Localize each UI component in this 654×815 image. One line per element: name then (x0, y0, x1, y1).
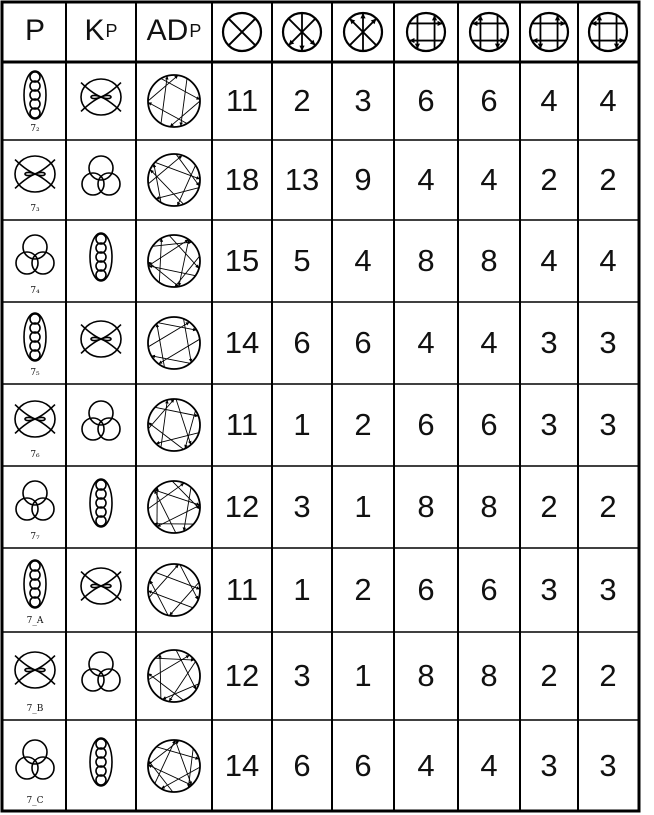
table-cell-value: 4 (417, 162, 435, 197)
table-cell-value: 4 (599, 243, 617, 278)
table-cell-value: 18 (224, 162, 260, 197)
table-cell-value: 3 (293, 658, 311, 693)
header-kp-sub: P (105, 20, 118, 41)
table-cell-value: 3 (599, 407, 617, 442)
table-cell-value: 12 (224, 489, 260, 524)
knot-diagram-p-icon (16, 481, 54, 520)
header-kp (66, 0, 136, 62)
table-cell-value: 1 (354, 658, 372, 693)
table-cell-value: 6 (293, 325, 311, 360)
knot-diagram-kp-icon (82, 156, 120, 195)
table-cell-value: 11 (225, 83, 259, 118)
table-cell-value: 3 (354, 83, 372, 118)
table-cell-value: 11 (225, 407, 259, 442)
table-cell-value: 6 (354, 748, 372, 783)
knot-diagram-kp-icon (81, 568, 121, 604)
knot-diagram-p-icon (15, 156, 55, 192)
table-cell-value: 8 (480, 243, 498, 278)
knot-diagram-p-icon (16, 740, 54, 779)
header-adp-sub: P (189, 20, 202, 41)
arc-diagram-icon (148, 740, 200, 792)
table-cell-value: 2 (540, 162, 558, 197)
table-cell-value: 4 (540, 83, 558, 118)
knot-diagram-kp-icon (90, 738, 112, 786)
table-cell-value: 8 (417, 658, 435, 693)
knot-diagram-p-icon (15, 401, 55, 437)
circle-grid-arrows-icon (589, 13, 627, 51)
knot-diagram-kp-icon (81, 79, 121, 115)
table-cell-value: 2 (540, 489, 558, 524)
table-cell-value: 15 (224, 243, 260, 278)
row-knot-label: 7₆ (30, 450, 40, 460)
table-cell-value: 14 (224, 325, 260, 360)
header-adp (136, 0, 212, 62)
row-knot-label: 7₂ (30, 124, 40, 134)
table-cell-value: 4 (480, 325, 498, 360)
table-cell-value: 2 (599, 658, 617, 693)
table-cell-value: 5 (293, 243, 311, 278)
row-knot-label: 7₄ (30, 286, 40, 296)
arc-diagram-icon (148, 317, 200, 369)
header-p (4, 0, 66, 62)
circle-grid-arrows-icon (470, 13, 508, 51)
table-cell-value: 3 (293, 489, 311, 524)
table-cell-value: 3 (540, 748, 558, 783)
table-cell-value: 13 (284, 162, 320, 197)
circle-x-icon (223, 13, 261, 51)
circle-grid-arrows-icon (530, 13, 568, 51)
table-cell-value: 8 (480, 658, 498, 693)
row-knot-label: 7_C (26, 796, 44, 806)
table-cell-value: 4 (417, 325, 435, 360)
table-cell-value: 4 (599, 83, 617, 118)
circle-asterisk-arrows-icon (283, 13, 321, 51)
row-knot-label: 7_A (26, 616, 44, 626)
knot-diagram-p-icon (24, 560, 46, 608)
table-cell-value: 6 (480, 83, 498, 118)
row-knot-label: 7_B (26, 704, 44, 714)
knot-diagram-kp-icon (81, 321, 121, 357)
arc-diagram-icon (148, 154, 200, 206)
arc-diagram-icon (148, 75, 200, 127)
table-cell-value: 3 (599, 748, 617, 783)
row-knot-label: 7₅ (30, 368, 40, 378)
table-cell-value: 2 (599, 489, 617, 524)
table-cell-value: 3 (540, 572, 558, 607)
table-cell-value: 6 (480, 407, 498, 442)
table-cell-value: 2 (293, 83, 311, 118)
table-cell-value: 14 (224, 748, 260, 783)
header-kp-base: K (84, 14, 105, 47)
table-cell-value: 3 (540, 407, 558, 442)
table-cell-value: 12 (224, 658, 260, 693)
table-cell-value: 3 (599, 572, 617, 607)
table-cell-value: 6 (293, 748, 311, 783)
knot-diagram-kp-icon (90, 479, 112, 527)
table-cell-value: 6 (417, 83, 435, 118)
table-cell-value: 6 (480, 572, 498, 607)
table-cell-value: 4 (480, 162, 498, 197)
arc-diagram-icon (148, 481, 200, 533)
arc-diagram-icon (148, 650, 200, 702)
table-cell-value: 9 (354, 162, 372, 197)
table-cell-value: 8 (480, 489, 498, 524)
table-cell-value: 3 (599, 325, 617, 360)
table-cell-value: 2 (599, 162, 617, 197)
table-cell-value: 4 (480, 748, 498, 783)
circle-grid-arrows-icon (407, 13, 445, 51)
table-cell-value: 8 (417, 489, 435, 524)
table-cell-value: 6 (354, 325, 372, 360)
knot-diagram-kp-icon (82, 401, 120, 440)
table-cell-value: 6 (417, 572, 435, 607)
row-knot-label: 7₃ (30, 204, 40, 214)
table-cell-value: 2 (540, 658, 558, 693)
header-p-label: P (24, 14, 45, 47)
table-cell-value: 1 (293, 572, 311, 607)
knot-diagram-p-icon (16, 235, 54, 274)
knot-diagram-kp-icon (82, 652, 120, 691)
arc-diagram-icon (148, 399, 200, 451)
knot-diagram-kp-icon (90, 233, 112, 281)
table-cell-value: 3 (540, 325, 558, 360)
table-cell-value: 4 (540, 243, 558, 278)
table-cell-value: 4 (354, 243, 372, 278)
knot-diagram-p-icon (15, 652, 55, 688)
knot-diagram-p-icon (24, 71, 46, 119)
table-cell-value: 2 (354, 407, 372, 442)
table-cell-value: 6 (417, 407, 435, 442)
table-cell-value: 1 (354, 489, 372, 524)
table-cell-value: 1 (293, 407, 311, 442)
circle-asterisk-arrows-icon (344, 13, 382, 51)
table-cell-value: 8 (417, 243, 435, 278)
arc-diagram-icon (148, 564, 200, 616)
table-cell-value: 4 (417, 748, 435, 783)
arc-diagram-icon (148, 235, 200, 287)
table-cell-value: 2 (354, 572, 372, 607)
knot-diagram-p-icon (24, 313, 46, 361)
header-adp-base: AD (146, 14, 189, 47)
table-cell-value: 11 (225, 572, 259, 607)
row-knot-label: 7₇ (30, 532, 40, 542)
